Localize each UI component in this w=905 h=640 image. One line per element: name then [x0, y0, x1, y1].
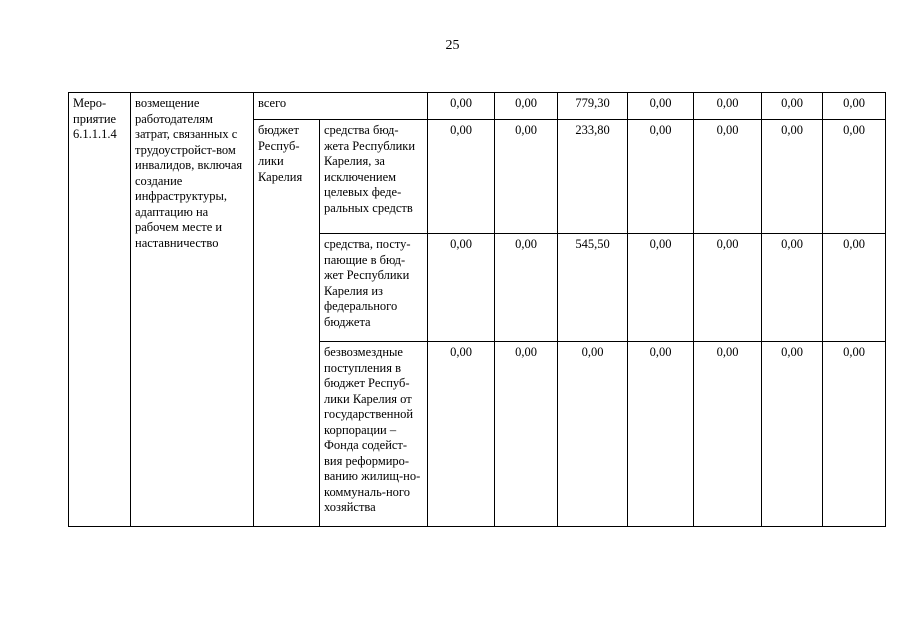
measure-code-cell: Меро- приятие 6.1.1.1.4	[69, 93, 131, 527]
total-label-cell: всего	[254, 93, 428, 120]
value-cell: 0,00	[694, 93, 762, 120]
value-cell: 0,00	[762, 93, 823, 120]
value-cell: 0,00	[628, 342, 694, 527]
page-number: 25	[445, 38, 460, 53]
value-cell: 0,00	[694, 234, 762, 342]
funding-source-cell: средства, посту-пающие в бюд-жет Республики Карелия из федерального бюджета	[320, 234, 428, 342]
value-cell: 779,30	[558, 93, 628, 120]
budget-group-cell: бюджет Респуб-лики Карелия	[254, 120, 320, 527]
value-cell: 0,00	[495, 120, 558, 234]
value-cell: 0,00	[628, 120, 694, 234]
value-cell: 0,00	[628, 234, 694, 342]
value-cell: 0,00	[762, 234, 823, 342]
value-cell: 0,00	[762, 120, 823, 234]
value-cell: 0,00	[694, 342, 762, 527]
value-cell: 0,00	[495, 342, 558, 527]
value-cell: 0,00	[428, 93, 495, 120]
value-cell: 0,00	[558, 342, 628, 527]
value-cell: 0,00	[823, 342, 886, 527]
value-cell: 0,00	[823, 120, 886, 234]
total-row	[69, 93, 886, 120]
value-cell: 233,80	[558, 120, 628, 234]
value-cell: 0,00	[823, 234, 886, 342]
measure-name-cell: возмещение работодателям затрат, связанных с трудоустройст-вом инвалидов, включая создание инфраструктуры, адаптацию на рабочем месте и наставничество	[131, 93, 254, 527]
value-cell: 0,00	[495, 234, 558, 342]
value-cell: 0,00	[428, 342, 495, 527]
value-cell: 0,00	[495, 93, 558, 120]
value-cell: 545,50	[558, 234, 628, 342]
value-cell: 0,00	[823, 93, 886, 120]
funding-source-cell: средства бюд-жета Республики Карелия, за исключением целевых феде-ральных средств	[320, 120, 428, 234]
value-cell: 0,00	[428, 234, 495, 342]
value-cell: 0,00	[694, 120, 762, 234]
funding-source-cell: безвозмездные поступления в бюджет Респуб-лики Карелия от государственной корпорации – Фонда содейст-вия реформиро-ванию жилищ-но-коммуналь-ного хозяйства	[320, 342, 428, 527]
value-cell: 0,00	[628, 93, 694, 120]
value-cell: 0,00	[428, 120, 495, 234]
budget-table	[68, 92, 886, 527]
value-cell: 0,00	[762, 342, 823, 527]
